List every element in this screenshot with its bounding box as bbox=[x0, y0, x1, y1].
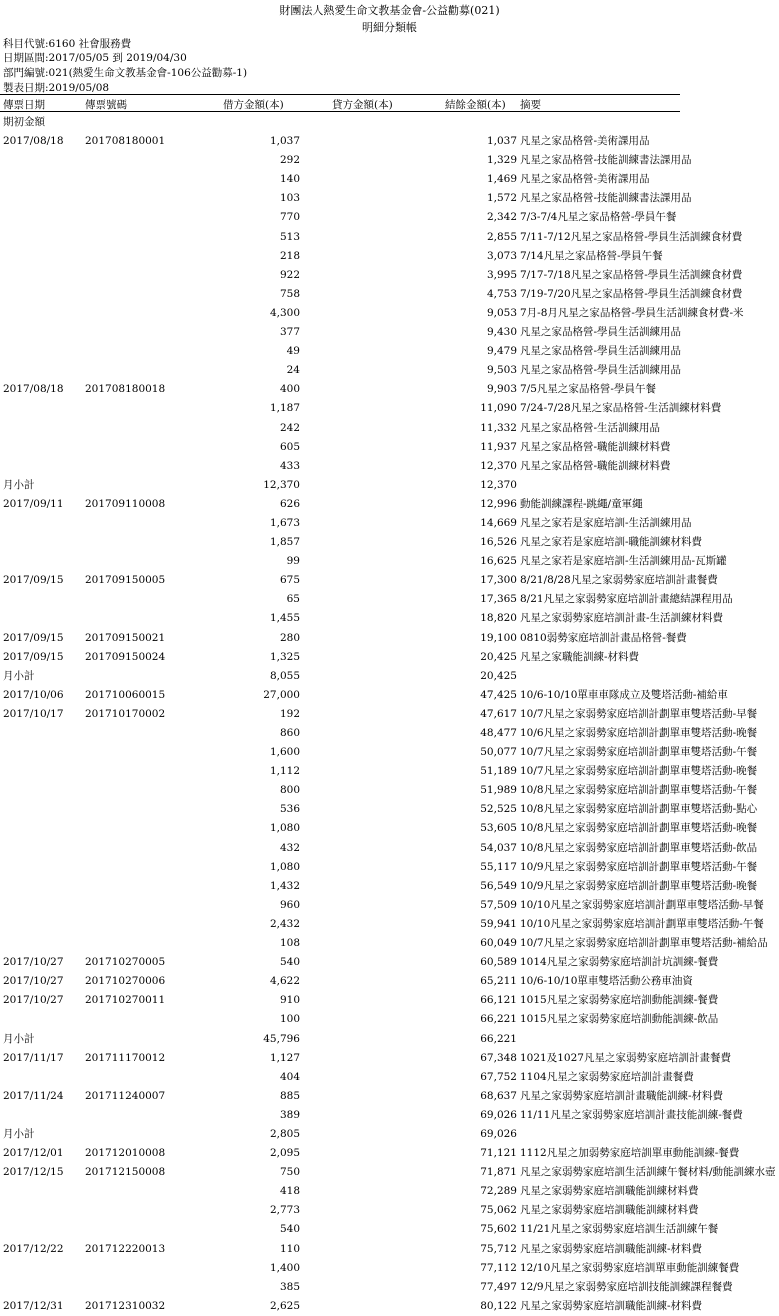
table-row bbox=[0, 743, 779, 762]
table-row bbox=[0, 304, 779, 323]
cell-debit: 4,300 bbox=[269, 306, 300, 319]
cell-date: 2017/09/15 bbox=[3, 631, 64, 644]
cell-voucher: 201708180018 bbox=[85, 383, 166, 396]
cell-balance: 50,077 bbox=[480, 746, 517, 759]
cell-memo: 1015凡星之家弱勢家庭培訓動能訓練-餐費 bbox=[520, 994, 719, 1007]
cell-date: 2017/10/27 bbox=[3, 994, 64, 1007]
table-row bbox=[0, 1201, 779, 1220]
cell-debit: 1,325 bbox=[269, 650, 300, 663]
table-row bbox=[0, 361, 779, 380]
table-row bbox=[0, 915, 779, 934]
cell-memo: 凡星之家若是家庭培訓-生活訓練用品-瓦斯罐 bbox=[520, 555, 727, 568]
cell-balance: 1,037 bbox=[486, 135, 517, 148]
table-row bbox=[0, 208, 779, 227]
table-row bbox=[0, 686, 779, 705]
table-row bbox=[0, 705, 779, 724]
cell-memo: 10/10凡星之家弱勢家庭培訓計劃單車雙塔活動-早餐 bbox=[520, 898, 764, 911]
cell-debit: 675 bbox=[279, 574, 300, 587]
report-title: 財團法人熱愛生命文教基金會-公益勸募(021) bbox=[279, 4, 500, 17]
cell-voucher: 201709110008 bbox=[85, 497, 166, 510]
cell-memo: 凡星之家品格營-美術課用品 bbox=[520, 135, 650, 148]
cell-debit: 922 bbox=[279, 268, 300, 281]
cell-debit: 12,370 bbox=[263, 478, 300, 491]
cell-balance: 51,989 bbox=[480, 784, 517, 797]
cell-debit: 292 bbox=[279, 154, 300, 167]
cell-voucher: 201710270006 bbox=[85, 975, 166, 988]
cell-balance: 65,211 bbox=[480, 975, 517, 988]
cell-balance: 3,073 bbox=[486, 249, 517, 262]
cell-debit: 1,673 bbox=[269, 516, 300, 529]
cell-debit: 513 bbox=[279, 230, 300, 243]
cell-debit: 432 bbox=[279, 841, 300, 854]
cell-balance: 57,509 bbox=[480, 898, 517, 911]
cell-memo: 凡星之家若是家庭培訓-職能訓練材料費 bbox=[520, 536, 703, 549]
table-row bbox=[0, 781, 779, 800]
cell-memo: 凡星之家弱勢家庭培訓職能訓練材料費 bbox=[520, 1185, 699, 1198]
cell-memo: 10/8凡星之家弱勢家庭培訓計劃單車雙塔活動-晚餐 bbox=[520, 822, 758, 835]
cell-date: 2017/10/27 bbox=[3, 956, 64, 969]
table-row bbox=[0, 609, 779, 628]
cell-balance: 71,871 bbox=[480, 1166, 517, 1179]
cell-balance: 56,549 bbox=[480, 879, 517, 892]
table-header bbox=[0, 94, 680, 112]
cell-balance: 12,996 bbox=[480, 497, 517, 510]
cell-memo: 10/7凡星之家弱勢家庭培訓計劃單車雙塔活動-補給品 bbox=[520, 937, 768, 950]
cell-voucher: 201709150005 bbox=[85, 574, 166, 587]
cell-debit: 2,805 bbox=[269, 1127, 300, 1140]
cell-voucher: 201710270005 bbox=[85, 956, 166, 969]
cell-memo: 1015凡星之家弱勢家庭培訓動能訓練-飲品 bbox=[520, 1013, 719, 1026]
cell-debit: 192 bbox=[279, 707, 300, 720]
table-row bbox=[0, 514, 779, 533]
cell-date: 月小計 bbox=[3, 478, 35, 491]
cell-memo: 凡星之家弱勢家庭培訓計畫職能訓練-材料費 bbox=[520, 1089, 724, 1102]
cell-balance: 9,053 bbox=[486, 306, 517, 319]
cell-date: 月小計 bbox=[3, 669, 35, 682]
cell-memo: 7/24-7/28凡星之家品格營-生活訓練材料費 bbox=[520, 402, 722, 415]
cell-date: 2017/11/17 bbox=[3, 1051, 64, 1064]
cell-balance: 1,469 bbox=[486, 173, 517, 186]
ledger-rows bbox=[0, 113, 779, 1316]
cell-debit: 910 bbox=[279, 994, 300, 1007]
cell-memo: 10/10凡星之家弱勢家庭培訓計劃單車雙塔活動-午餐 bbox=[520, 917, 764, 930]
cell-debit: 540 bbox=[279, 956, 300, 969]
table-row bbox=[0, 762, 779, 781]
cell-voucher: 201711240007 bbox=[85, 1089, 166, 1102]
cell-debit: 1,400 bbox=[269, 1261, 300, 1274]
table-row bbox=[0, 1278, 779, 1297]
cell-balance: 16,625 bbox=[480, 555, 517, 568]
cell-debit: 218 bbox=[279, 249, 300, 262]
cell-debit: 1,080 bbox=[269, 822, 300, 835]
table-row bbox=[0, 285, 779, 304]
cell-debit: 800 bbox=[279, 784, 300, 797]
table-row bbox=[0, 1030, 779, 1049]
cell-memo: 10/8凡星之家弱勢家庭培訓計劃單車雙塔活動-飲品 bbox=[520, 841, 758, 854]
cell-memo: 凡星之家品格營-學員生活訓練用品 bbox=[520, 345, 682, 358]
cell-memo: 12/10凡星之家弱勢家庭培訓單車動能訓練餐費 bbox=[520, 1261, 740, 1274]
cell-date: 2017/08/18 bbox=[3, 135, 64, 148]
col-debit: 借方金額(本) bbox=[223, 99, 284, 111]
cell-balance: 67,348 bbox=[480, 1051, 517, 1064]
cell-date: 2017/12/22 bbox=[3, 1242, 64, 1255]
table-row bbox=[0, 1049, 779, 1068]
cell-memo: 凡星之家弱勢家庭培訓職能訓練-材料費 bbox=[520, 1242, 703, 1255]
cell-balance: 14,669 bbox=[480, 516, 517, 529]
cell-memo: 1021及1027凡星之家弱勢家庭培訓計畫餐費 bbox=[520, 1051, 731, 1064]
cell-balance: 71,121 bbox=[480, 1147, 517, 1160]
table-row bbox=[0, 896, 779, 915]
cell-memo: 11/11凡星之家弱勢家庭培訓計畫技能訓練-餐費 bbox=[520, 1108, 743, 1121]
cell-memo: 10/7凡星之家弱勢家庭培訓計劃單車雙塔活動-早餐 bbox=[520, 707, 758, 720]
cell-date: 2017/09/15 bbox=[3, 650, 64, 663]
cell-debit: 1,127 bbox=[269, 1051, 300, 1064]
cell-memo: 凡星之家若是家庭培訓-生活訓練用品 bbox=[520, 516, 692, 529]
cell-balance: 77,112 bbox=[480, 1261, 517, 1274]
table-row bbox=[0, 1010, 779, 1029]
cell-debit: 860 bbox=[279, 727, 300, 739]
table-row bbox=[0, 953, 779, 972]
cell-debit: 770 bbox=[279, 211, 300, 224]
table-row bbox=[0, 1297, 779, 1316]
cell-debit: 605 bbox=[279, 440, 300, 453]
cell-debit: 27,000 bbox=[263, 688, 300, 701]
print-date: 製表日期:2019/05/08 bbox=[3, 82, 110, 94]
cell-debit: 960 bbox=[279, 898, 300, 911]
table-row bbox=[0, 590, 779, 609]
table-row bbox=[0, 533, 779, 552]
table-row bbox=[0, 247, 779, 266]
cell-voucher: 201711170012 bbox=[85, 1051, 166, 1064]
cell-debit: 540 bbox=[279, 1223, 300, 1236]
cell-memo: 動能訓練課程-跳繩/童軍繩 bbox=[520, 497, 643, 510]
cell-balance: 11,090 bbox=[480, 402, 517, 415]
cell-balance: 9,903 bbox=[486, 383, 517, 396]
cell-balance: 53,605 bbox=[480, 822, 517, 835]
cell-balance: 19,100 bbox=[480, 631, 517, 644]
cell-debit: 1,187 bbox=[269, 402, 300, 415]
cell-voucher: 201709150024 bbox=[85, 650, 166, 663]
table-row bbox=[0, 457, 779, 476]
table-row bbox=[0, 1125, 779, 1144]
cell-memo: 1112凡星之加弱勢家庭培訓單車動能訓練-餐費 bbox=[520, 1147, 740, 1160]
table-row bbox=[0, 342, 779, 361]
cell-debit: 242 bbox=[279, 421, 300, 434]
table-row bbox=[0, 648, 779, 667]
cell-balance: 66,121 bbox=[480, 994, 517, 1007]
cell-debit: 2,095 bbox=[269, 1147, 300, 1160]
cell-balance: 12,370 bbox=[480, 478, 517, 491]
table-row bbox=[0, 323, 779, 342]
cell-memo: 8/21凡星之家弱勢家庭培訓計畫總結課程用品 bbox=[520, 593, 733, 606]
cell-memo: 凡星之家品格營-學員生活訓練用品 bbox=[520, 326, 682, 339]
cell-balance: 80,122 bbox=[480, 1299, 517, 1312]
cell-debit: 2,773 bbox=[269, 1204, 300, 1217]
cell-memo: 10/8凡星之家弱勢家庭培訓計劃單車雙塔活動-點心 bbox=[520, 803, 758, 816]
cell-debit: 65 bbox=[286, 593, 300, 606]
cell-date: 2017/11/24 bbox=[3, 1089, 64, 1102]
cell-debit: 2,432 bbox=[269, 917, 300, 930]
cell-memo: 10/7凡星之家弱勢家庭培訓計劃單車雙塔活動-午餐 bbox=[520, 746, 758, 759]
cell-date: 2017/09/15 bbox=[3, 574, 64, 587]
table-row bbox=[0, 1106, 779, 1125]
cell-debit: 49 bbox=[286, 345, 300, 358]
cell-balance: 48,477 bbox=[480, 727, 517, 739]
cell-balance: 68,637 bbox=[480, 1089, 517, 1102]
cell-memo: 7月-8月凡星之家品格營-學員生活訓練食材費-米 bbox=[520, 306, 744, 319]
cell-debit: 280 bbox=[279, 631, 300, 644]
table-row bbox=[0, 228, 779, 247]
cell-date: 2017/10/17 bbox=[3, 707, 64, 720]
cell-balance: 72,289 bbox=[480, 1185, 517, 1198]
table-row bbox=[0, 151, 779, 170]
cell-memo: 凡星之家弱勢家庭培訓生活訓練午餐材料/動能訓練水壺 bbox=[520, 1166, 776, 1179]
cell-date: 2017/12/31 bbox=[3, 1299, 64, 1312]
cell-balance: 69,026 bbox=[480, 1127, 517, 1140]
cell-balance: 77,497 bbox=[480, 1280, 517, 1293]
cell-debit: 24 bbox=[286, 364, 300, 377]
cell-balance: 20,425 bbox=[480, 669, 517, 682]
cell-debit: 404 bbox=[279, 1070, 300, 1083]
cell-debit: 536 bbox=[279, 803, 300, 816]
cell-balance: 75,602 bbox=[480, 1223, 517, 1236]
cell-memo: 10/7凡星之家弱勢家庭培訓計劃單車雙塔活動-晚餐 bbox=[520, 765, 758, 778]
table-row bbox=[0, 495, 779, 514]
cell-memo: 12/9凡星之家弱勢家庭培訓技能訓練課程餐費 bbox=[520, 1280, 733, 1293]
table-row bbox=[0, 667, 779, 686]
table-row bbox=[0, 1163, 779, 1182]
cell-memo: 1014凡星之家弱勢家庭培訓計坑訓練-餐費 bbox=[520, 956, 719, 969]
cell-debit: 885 bbox=[279, 1089, 300, 1102]
cell-date: 期初金額 bbox=[3, 116, 45, 128]
cell-voucher: 201710170002 bbox=[85, 707, 166, 720]
cell-memo: 10/6凡星之家弱勢家庭培訓計劃單車雙塔活動-晚餐 bbox=[520, 727, 758, 739]
cell-memo: 7/11-7/12凡星之家品格營-學員生活訓練食材費 bbox=[520, 230, 743, 243]
cell-memo: 7/14凡星之家品格營-學員午餐 bbox=[520, 249, 663, 262]
cell-balance: 11,332 bbox=[480, 421, 517, 434]
cell-debit: 758 bbox=[279, 287, 300, 300]
cell-memo: 10/6-10/10單車雙塔活動公務車油資 bbox=[520, 975, 693, 988]
cell-date: 2017/12/15 bbox=[3, 1166, 64, 1179]
cell-balance: 75,062 bbox=[480, 1204, 517, 1217]
table-row bbox=[0, 1259, 779, 1278]
cell-memo: 11/21凡星之家弱勢家庭培訓生活訓練午餐 bbox=[520, 1223, 719, 1236]
table-row bbox=[0, 380, 779, 399]
cell-debit: 8,055 bbox=[269, 669, 300, 682]
cell-debit: 1,600 bbox=[269, 746, 300, 759]
cell-debit: 385 bbox=[279, 1280, 300, 1293]
cell-date: 2017/10/06 bbox=[3, 688, 64, 701]
cell-date: 2017/08/18 bbox=[3, 383, 64, 396]
cell-memo: 凡星之家品格營-美術課用品 bbox=[520, 173, 650, 186]
table-row bbox=[0, 132, 779, 151]
cell-voucher: 201712010008 bbox=[85, 1147, 166, 1160]
cell-balance: 12,370 bbox=[480, 459, 517, 472]
table-row bbox=[0, 571, 779, 590]
cell-balance: 67,752 bbox=[480, 1070, 517, 1083]
cell-balance: 20,425 bbox=[480, 650, 517, 663]
cell-voucher: 201710060015 bbox=[85, 688, 166, 701]
cell-voucher: 201712310032 bbox=[85, 1299, 166, 1312]
table-row bbox=[0, 189, 779, 208]
cell-balance: 3,995 bbox=[486, 268, 517, 281]
cell-balance: 2,855 bbox=[486, 230, 517, 243]
cell-balance: 54,037 bbox=[480, 841, 517, 854]
cell-balance: 4,753 bbox=[486, 287, 517, 300]
cell-memo: 凡星之家職能訓練-材料費 bbox=[520, 650, 640, 663]
table-row bbox=[0, 266, 779, 285]
table-row bbox=[0, 1087, 779, 1106]
cell-memo: 凡星之家弱勢家庭培訓職能訓練材料費 bbox=[520, 1204, 699, 1217]
cell-voucher: 201712220013 bbox=[85, 1242, 166, 1255]
cell-memo: 凡星之家弱勢家庭培訓職能訓練-材料費 bbox=[520, 1299, 703, 1312]
cell-memo: 10/8凡星之家弱勢家庭培訓計劃單車雙塔活動-午餐 bbox=[520, 784, 758, 797]
table-row bbox=[0, 1240, 779, 1259]
col-date: 傳票日期 bbox=[3, 99, 45, 111]
cell-debit: 1,432 bbox=[269, 879, 300, 892]
table-row bbox=[0, 724, 779, 743]
cell-debit: 2,625 bbox=[269, 1299, 300, 1312]
cell-memo: 凡星之家品格營-職能訓練材料費 bbox=[520, 459, 671, 472]
cell-memo: 8/21/8/28凡星之家弱勢家庭培訓計畫餐費 bbox=[520, 574, 718, 587]
table-row bbox=[0, 629, 779, 648]
cell-debit: 110 bbox=[279, 1242, 300, 1255]
cell-voucher: 201710270011 bbox=[85, 994, 166, 1007]
report-subtitle: 明細分類帳 bbox=[362, 21, 417, 34]
cell-balance: 9,430 bbox=[486, 326, 517, 339]
cell-balance: 60,589 bbox=[480, 956, 517, 969]
date-range: 日期區間:2017/05/05 到 2019/04/30 bbox=[3, 52, 187, 64]
cell-debit: 389 bbox=[279, 1108, 300, 1121]
cell-balance: 66,221 bbox=[480, 1013, 517, 1026]
cell-balance: 11,937 bbox=[480, 440, 517, 453]
table-row bbox=[0, 552, 779, 571]
cell-debit: 400 bbox=[279, 383, 300, 396]
cell-debit: 433 bbox=[279, 459, 300, 472]
cell-balance: 75,712 bbox=[480, 1242, 517, 1255]
cell-voucher: 201712150008 bbox=[85, 1166, 166, 1179]
cell-debit: 1,455 bbox=[269, 612, 300, 625]
cell-balance: 16,526 bbox=[480, 536, 517, 549]
cell-voucher: 201708180001 bbox=[85, 135, 166, 148]
cell-debit: 4,622 bbox=[269, 975, 300, 988]
cell-balance: 69,026 bbox=[480, 1108, 517, 1121]
cell-balance: 66,221 bbox=[480, 1032, 517, 1045]
cell-balance: 47,617 bbox=[480, 707, 517, 720]
cell-balance: 1,572 bbox=[486, 192, 517, 205]
cell-debit: 108 bbox=[279, 937, 300, 950]
col-credit: 貸方金額(本) bbox=[332, 99, 393, 111]
table-row bbox=[0, 1144, 779, 1163]
cell-date: 2017/09/11 bbox=[3, 497, 64, 510]
cell-debit: 1,037 bbox=[269, 135, 300, 148]
cell-balance: 9,479 bbox=[486, 345, 517, 358]
cell-memo: 10/9凡星之家弱勢家庭培訓計劃單車雙塔活動-晚餐 bbox=[520, 879, 758, 892]
cell-memo: 凡星之家品格營-職能訓練材料費 bbox=[520, 440, 671, 453]
cell-memo: 7/3-7/4凡星之家品格營-學員午餐 bbox=[520, 211, 677, 224]
cell-debit: 1,857 bbox=[269, 536, 300, 549]
cell-memo: 10/9凡星之家弱勢家庭培訓計劃單車雙塔活動-午餐 bbox=[520, 860, 758, 873]
cell-debit: 99 bbox=[286, 555, 300, 568]
cell-balance: 9,503 bbox=[486, 364, 517, 377]
table-row bbox=[0, 419, 779, 438]
table-row bbox=[0, 1220, 779, 1239]
cell-memo: 凡星之家弱勢家庭培訓計畫-生活訓練材料費 bbox=[520, 612, 724, 625]
table-row bbox=[0, 858, 779, 877]
cell-balance: 59,941 bbox=[480, 917, 517, 930]
cell-debit: 1,080 bbox=[269, 860, 300, 873]
cell-debit: 45,796 bbox=[263, 1032, 300, 1045]
cell-balance: 47,425 bbox=[480, 688, 517, 701]
cell-balance: 17,365 bbox=[480, 593, 517, 606]
table-row bbox=[0, 1068, 779, 1087]
cell-date: 月小計 bbox=[3, 1127, 35, 1140]
cell-memo: 10/6-10/10單車車隊成立及雙塔活動-補給車 bbox=[520, 688, 728, 701]
cell-debit: 626 bbox=[279, 497, 300, 510]
cell-memo: 凡星之家品格營-學員生活訓練用品 bbox=[520, 364, 682, 377]
col-balance: 結餘金額(本) bbox=[445, 99, 506, 111]
table-row bbox=[0, 972, 779, 991]
table-row bbox=[0, 934, 779, 953]
cell-debit: 140 bbox=[279, 173, 300, 186]
table-row bbox=[0, 170, 779, 189]
cell-debit: 103 bbox=[279, 192, 300, 205]
table-row bbox=[0, 113, 779, 132]
department: 部門編號:021(熱愛生命文教基金會-106公益勸募-1) bbox=[3, 67, 248, 79]
table-row bbox=[0, 839, 779, 858]
cell-debit: 377 bbox=[279, 326, 300, 339]
table-row bbox=[0, 819, 779, 838]
cell-balance: 18,820 bbox=[480, 612, 517, 625]
cell-memo: 7/17-7/18凡星之家品格營-學員生活訓練食材費 bbox=[520, 268, 743, 281]
cell-date: 月小計 bbox=[3, 1032, 35, 1045]
table-row bbox=[0, 476, 779, 495]
cell-memo: 0810弱勢家庭培訓計畫品格營-餐費 bbox=[520, 631, 687, 644]
table-row bbox=[0, 991, 779, 1010]
cell-date: 2017/10/27 bbox=[3, 975, 64, 988]
cell-memo: 凡星之家品格營-生活訓練用品 bbox=[520, 421, 661, 434]
table-row bbox=[0, 1182, 779, 1201]
cell-balance: 55,117 bbox=[480, 860, 517, 873]
table-row bbox=[0, 877, 779, 896]
cell-balance: 52,525 bbox=[480, 803, 517, 816]
cell-memo: 凡星之家品格營-技能訓練書法課用品 bbox=[520, 154, 692, 167]
cell-balance: 17,300 bbox=[480, 574, 517, 587]
cell-date: 2017/12/01 bbox=[3, 1147, 64, 1160]
table-row bbox=[0, 438, 779, 457]
cell-debit: 418 bbox=[279, 1185, 300, 1198]
cell-balance: 1,329 bbox=[486, 154, 517, 167]
cell-memo: 1104凡星之家弱勢家庭培訓計畫餐費 bbox=[520, 1070, 694, 1083]
col-voucher: 傳票號碼 bbox=[85, 99, 127, 111]
cell-debit: 1,112 bbox=[269, 765, 300, 778]
col-memo: 摘要 bbox=[520, 99, 541, 111]
cell-debit: 100 bbox=[279, 1013, 300, 1026]
cell-balance: 51,189 bbox=[480, 765, 517, 778]
cell-debit: 750 bbox=[279, 1166, 300, 1179]
cell-balance: 2,342 bbox=[486, 211, 517, 224]
account-code: 科目代號:6160 社會服務費 bbox=[3, 38, 132, 50]
table-row bbox=[0, 399, 779, 418]
cell-memo: 凡星之家品格營-技能訓練書法課用品 bbox=[520, 192, 692, 205]
table-row bbox=[0, 800, 779, 819]
cell-voucher: 201709150021 bbox=[85, 631, 166, 644]
cell-balance: 60,049 bbox=[480, 937, 517, 950]
cell-memo: 7/19-7/20凡星之家品格營-學員生活訓練食材費 bbox=[520, 287, 743, 300]
cell-memo: 7/5凡星之家品格營-學員午餐 bbox=[520, 383, 656, 396]
